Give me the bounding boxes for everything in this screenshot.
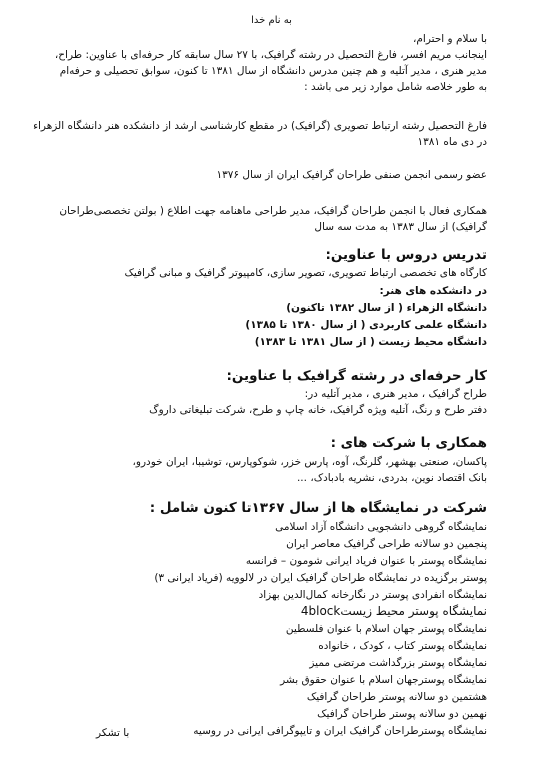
exhibition-item: پنجمین دو سالانه طراحی گرافیک معاصر ایران bbox=[286, 538, 487, 550]
school-item: دانشگاه علمی کاربردی ( از سال ۱۳۸۰ تا ۱۳۸۵) bbox=[245, 319, 487, 331]
signoff: با تشکر bbox=[96, 727, 130, 739]
exhibition-item: نمایشگاه پوستر محیط زیست4block bbox=[300, 604, 487, 618]
career-line: طراح گرافیک ، مدیر هنری ، مدیر آتلیه در: bbox=[304, 388, 487, 400]
intro-line: اینجانب مریم افسر، فارغ التحصیل در رشته گرافیک، با ۲۷ سال سابقه کار حرفه‌ای با عناوین: طراح، bbox=[54, 49, 487, 61]
school-item: دانشگاه محیط زیست ( از سال ۱۳۸۱ تا ۱۳۸۳) bbox=[254, 336, 487, 348]
collaboration-line: گرافیک) از سال ۱۳۸۳ به مدت سه سال bbox=[314, 221, 487, 233]
exhibition-item: نهمین دو سالانه پوستر طراحان گرافیک bbox=[317, 708, 487, 720]
career-heading: کار حرفه‌ای در رشته گرافیک با عناوین: bbox=[226, 368, 487, 384]
companies-line: پاکسان، صنعتی بهشهر، گلرنگ، آوه، پارس خزر، شوکوپارس، توشیبا، ایران خودرو، bbox=[132, 456, 487, 468]
exhibition-item: نمایشگاه پوستر جهان اسلام با عنوان فلسطین bbox=[285, 623, 487, 635]
header-bismillah: به نام خدا bbox=[251, 15, 292, 26]
intro-line: مدیر هنری ، مدیر آتلیه و هم چنین مدرس دانشگاه از سال ۱۳۸۱ تا کنون، سوابق تحصیلی و حرفه‌ام bbox=[59, 65, 487, 77]
exhibition-item: نمایشگاه پوستر کتاب ، کودک ، خانواده bbox=[318, 640, 487, 652]
membership-line: عضو رسمی انجمن صنفی طراحان گرافیک ایران از سال ۱۳۷۶ bbox=[216, 169, 487, 181]
exhibition-item: هشتمین دو سالانه پوستر طراحان گرافیک bbox=[306, 691, 487, 703]
companies-heading: همکاری با شرکت های : bbox=[330, 435, 487, 451]
exhibition-item: نمایشگاه انفرادی پوستر در نگارخانه کمال‌الدین بهزاد bbox=[258, 589, 487, 601]
exhibition-item: نمایشگاه پوستر بزرگداشت مرتضی ممیز bbox=[309, 657, 487, 669]
education-line: فارغ التحصیل رشته ارتباط تصویری (گرافیک) در مقطع کارشناسی ارشد از دانشکده هنر دانشگاه الزهراء bbox=[33, 120, 487, 132]
school-item: دانشگاه الزهراء ( از سال ۱۳۸۲ تاکنون) bbox=[286, 302, 487, 314]
collaboration-line: همکاری فعال با انجمن طراحان گرافیک، مدیر طراحی ماهنامه جهت اطلاع ( بولتن تخصصی‌طراحان bbox=[59, 205, 487, 217]
exhibition-item: پوستر برگزیده در نمایشگاه طراحان گرافیک ایران در لالوویه (فریاد ایرانی ۳) bbox=[154, 572, 487, 584]
exhibition-item: نمایشگاه پوسترجهان اسلام با عنوان حقوق بشر bbox=[280, 674, 487, 686]
exhibition-item: نمایشگاه پوسترطراحان گرافیک ایران و تایپوگرافی ایرانی در روسیه bbox=[193, 725, 487, 737]
exhibitions-heading: شرکت در نمایشگاه ها از سال ۱۳۶۷تا کنون شامل : bbox=[149, 500, 487, 516]
exhibition-item: نمایشگاه گروهی دانشجویی دانشگاه آزاد اسلامی bbox=[275, 521, 487, 533]
teaching-heading: تدریس دروس با عناوین: bbox=[325, 247, 487, 263]
companies-line: بانک اقتصاد نوین، بدردی، نشریه بادبادک، ... bbox=[296, 472, 487, 484]
intro-line: به طور خلاصه شامل موارد زیر می باشد : bbox=[304, 81, 487, 93]
career-line: دفتر طرح و رنگ، آتلیه ویژه گرافیک، خانه چاپ و طرح، شرکت تبلیغاتی داروگ bbox=[149, 404, 487, 416]
education-line: در دی ماه ۱۳۸۱ bbox=[417, 136, 487, 148]
teaching-line: کارگاه های تخصصی ارتباط تصویری، تصویر سازی، کامپیوتر گرافیک و مبانی گرافیک bbox=[124, 267, 487, 279]
exhibition-item: نمایشگاه پوستر با عنوان فریاد ایرانی شومون – فرانسه bbox=[245, 555, 487, 567]
greeting: با سلام و احترام، bbox=[413, 33, 487, 45]
teaching-subheading: در دانشکده های هنر: bbox=[379, 285, 487, 297]
